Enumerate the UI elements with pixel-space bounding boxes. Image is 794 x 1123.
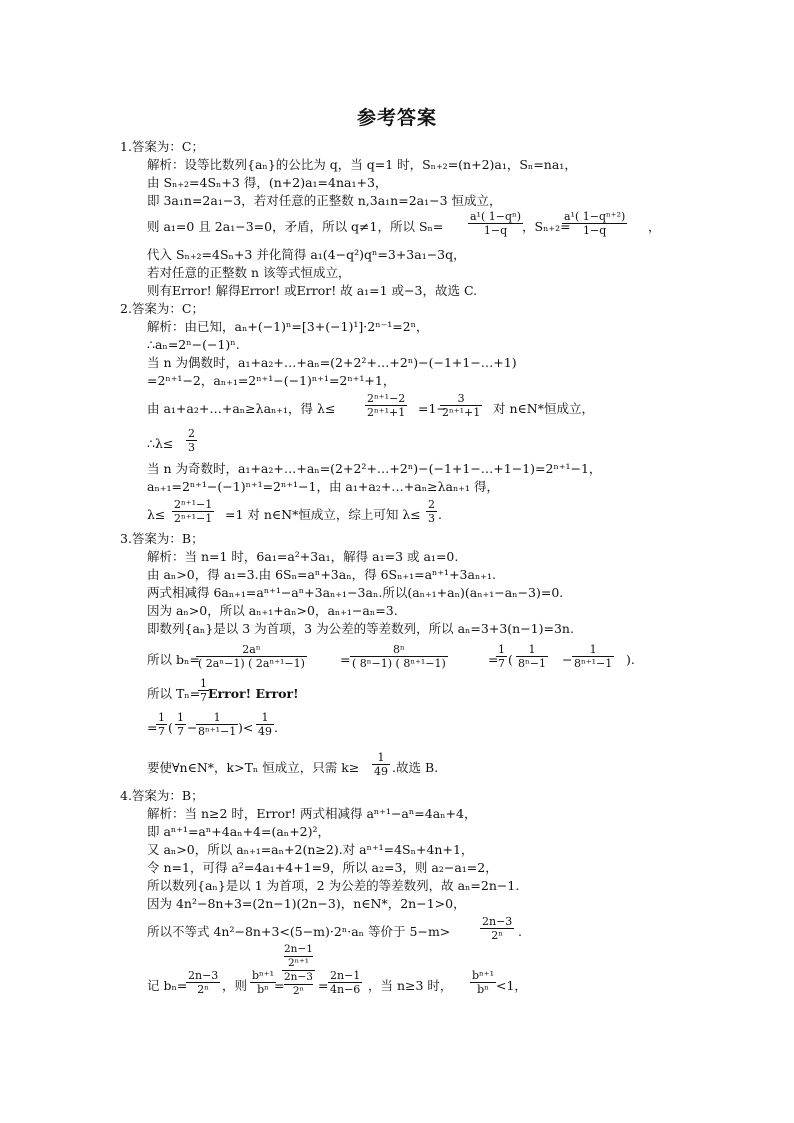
q3-frac-3: $\frac{1}{7}$ (498, 643, 505, 670)
q4-cf-top-num: 2n−1 (284, 943, 313, 955)
q1-answer: 1.答案为：C； (120, 139, 204, 154)
q4-line-8c: = (274, 978, 285, 993)
q2-line-1: 解析：由已知，aₙ+(−1)ⁿ=[3+(−1)¹]·2ⁿ⁻¹=2ⁿ， (147, 319, 429, 334)
q1-line-5: 代入 Sₙ₊₂=4Sₙ+3 并化简得 a₁(4−q²)qⁿ=3+3a₁−3q， (147, 247, 466, 262)
q4-answer: 4.答案为：B； (120, 788, 204, 803)
q2-frac-5: $\frac{2}{3}$ (428, 498, 435, 525)
q2-line-8: aₙ₊₁=2ⁿ⁺¹−(−1)ⁿ⁺¹=2ⁿ⁺¹−1，由 a₁+a₂+…+aₙ≥λaₙ₊₁ 得， (147, 479, 499, 494)
q2-frac-4: $\frac{\text{2ⁿ⁺¹−1}}{\text{2ⁿ⁺¹−1}}$ (174, 498, 213, 525)
q4-line-1: 解析：当 n≥2 时，Error! 两式相减得 aⁿ⁺¹−aⁿ=4aₙ+4， (147, 806, 477, 821)
q4-frac-1: $\frac{2n-3}{\text{2ⁿ}}$ (482, 915, 513, 942)
q4-frac-3: $\frac{\text{bⁿ⁺¹}}{\text{bⁿ}}$ (252, 969, 275, 996)
q4-line-5: 所以数列{aₙ}是以 1 为首项，2 为公差的等差数列，故 aₙ=2n−1. (147, 878, 520, 893)
q1-frac-sn2: $\frac{\text{a¹( 1−qⁿ⁺²)}}{1-q}$ (564, 210, 626, 237)
q2-answer: 2.答案为：C； (120, 301, 204, 316)
q3-line-2: 由 aₙ>0，得 a₁=3.由 6Sₙ=aⁿ+3aₙ，得 6Sₙ₊₁=aⁿ⁺¹+3aₙ₊₁. (147, 567, 496, 582)
q3-line-9b: .故选 B. (392, 760, 439, 775)
q3-line-4: 因为 aₙ>0，所以 aₙ₊₁+aₙ>0，aₙ₊₁−aₙ=3. (147, 603, 398, 618)
q3-line-7b: Error! Error! (208, 686, 299, 701)
q1-line-2: 由 Sₙ₊₂=4Sₙ+3 得，(n+2)a₁=4na₁+3， (147, 175, 388, 190)
q2-line-7: 当 n 为奇数时，a₁+a₂+…+aₙ=(2+2²+…+2ⁿ)−(−1+1−…+1−1)=2ⁿ⁺¹−1， (147, 461, 602, 476)
q2-line-5b: =1− (418, 401, 447, 416)
q3-line-6a: 所以 bₙ= (147, 652, 200, 667)
q1-line-6: 若对任意的正整数 n 该等式恒成立， (147, 265, 351, 280)
q1-line-7: 则有Error! 解得Error! 或Error! 故 a₁=1 或−3，故选 C. (147, 283, 478, 298)
q4-line-4: 令 n=1，可得 a²=4a₁+4+1=9，所以 a₂=3，则 a₂−a₁=2， (147, 860, 498, 875)
q3-line-6c: = (488, 652, 499, 667)
q2-line-4: =2ⁿ⁺¹−2，aₙ₊₁=2ⁿ⁺¹−(−1)ⁿ⁺¹=2ⁿ⁺¹+1， (147, 373, 396, 388)
q3-frac-8: $\frac{1}{7}$ (177, 711, 184, 738)
q4-line-8f: <1， (496, 978, 527, 993)
q3-frac-6: $\frac{1}{7}$ (200, 677, 207, 704)
q3-frac-4: $\frac{1}{\text{8ⁿ−1}}$ (518, 643, 546, 670)
q3-line-5: 即数列{aₙ}是以 3 为首项，3 为公差的等差数列，所以 aₙ=3+3(n−1)=3n. (147, 621, 574, 636)
q3-frac-10: $\frac{1}{49}$ (258, 711, 272, 738)
q4-line-6: 因为 4n²−8n+3=(2n−1)(2n−3)，n∈N*，2n−1>0， (147, 896, 466, 911)
q3-line-6e: − (562, 652, 573, 667)
q3-frac-5: $\frac{1}{\text{8ⁿ⁺¹−1}}$ (574, 643, 613, 670)
q3-line-8d: )< (238, 720, 254, 735)
q3-frac-1: $\frac{\text{2aⁿ}}{\text{( 2aⁿ−1) ( 2aⁿ⁺¹−1)}}$ (198, 643, 305, 670)
q4-cf-bot-den: 2ⁿ (292, 985, 305, 997)
q3-frac-2: $\frac{\text{8ⁿ}}{\text{( 8ⁿ−1) ( 8ⁿ⁺¹−1)}}$ (352, 643, 446, 670)
q2-line-3: 当 n 为偶数时，a₁+a₂+…+aₙ=(2+2²+…+2ⁿ)−(−1+1−…+1) (147, 355, 517, 370)
q1-line-3: 即 3a₁n=2a₁−3，若对任意的正整数 n,3a₁n=2a₁−3 恒成立， (147, 193, 502, 208)
q4-frac-5: $\frac{2n-1}{4n-6}$ (330, 969, 361, 996)
q4-cf-top-den: 2ⁿ⁺¹ (287, 957, 309, 969)
q4-cf-bot-num: 2n−3 (284, 971, 313, 983)
q3-frac-7: $\frac{1}{7}$ (158, 711, 165, 738)
q2-line-9c: . (438, 507, 442, 522)
q3-line-8b: ( (168, 720, 173, 735)
q3-line-8e: . (274, 720, 278, 735)
q4-compound-frac (282, 943, 315, 998)
q2-line-5c: 对 n∈N*恒成立， (493, 401, 594, 416)
q2-line-2: ∴aₙ=2ⁿ−(−1)ⁿ. (147, 337, 240, 352)
q4-frac-6: $\frac{\text{bⁿ⁺¹}}{\text{bⁿ}}$ (472, 969, 495, 996)
page-title: 参考答案 (356, 107, 437, 129)
q1-line-4b: ，Sₙ₊₂= (522, 219, 571, 234)
q2-line-9a: λ≤ (147, 507, 166, 522)
q2-line-5a: 由 a₁+a₂+…+aₙ≥λaₙ₊₁，得 λ≤ (147, 401, 336, 416)
q3-line-6b: = (340, 652, 351, 667)
q3-line-6d: ( (508, 652, 513, 667)
q3-answer: 3.答案为：B； (120, 531, 204, 546)
q4-line-8a: 记 bₙ= (147, 978, 188, 993)
q4-line-8e: ，当 n≥3 时， (368, 978, 453, 993)
q3-line-8a: = (147, 720, 158, 735)
q3-frac-11: $\frac{1}{49}$ (374, 751, 388, 778)
q4-line-8d: = (318, 978, 329, 993)
q4-frac-2: $\frac{2n-3}{\text{2ⁿ}}$ (188, 969, 219, 996)
q1-line-4a: 则 a₁=0 且 2a₁−3=0，矛盾，所以 q≠1，所以 Sₙ= (147, 219, 444, 234)
q3-frac-9: $\frac{1}{\text{8ⁿ⁺¹−1}}$ (198, 711, 237, 738)
q2-line-6: ∴λ≤ (147, 436, 174, 451)
q4-line-8b: ，则 (222, 978, 248, 993)
q1-line-1: 解析：设等比数列{aₙ}的公比为 q，当 q=1 时，Sₙ₊₂=(n+2)a₁，Sₙ=na₁， (147, 157, 577, 172)
q1-frac-sn: $\frac{\text{a¹( 1−qⁿ)}}{1-q}$ (470, 210, 522, 237)
q3-line-8c: − (187, 720, 198, 735)
q1-line-4c: ， (648, 219, 661, 234)
q3-line-3: 两式相减得 6aₙ₊₁=aⁿ⁺¹−aⁿ+3aₙ₊₁−3aₙ.所以(aₙ₊₁+aₙ)(aₙ₊₁−aₙ−3)=0. (147, 585, 564, 600)
q4-line-3: 又 aₙ>0，所以 aₙ₊₁=aₙ+2(n≥2).对 aⁿ⁺¹=4Sₙ+4n+1， (147, 842, 474, 857)
q3-line-7a: 所以 Tₙ= (147, 686, 201, 701)
q3-line-6f: ). (626, 652, 635, 667)
q2-frac-2: $\frac{3}{\text{2ⁿ⁺¹+1}}$ (442, 392, 481, 419)
q2-frac-1: $\frac{\text{2ⁿ⁺¹−2}}{\text{2ⁿ⁺¹+1}}$ (367, 392, 406, 419)
q3-line-1: 解析：当 n=1 时，6a₁=a²+3a₁，解得 a₁=3 或 a₁=0. (147, 549, 459, 564)
q4-line-7a: 所以不等式 4n²−8n+3<(5−m)·2ⁿ·aₙ 等价于 5−m> (147, 924, 451, 939)
q4-line-2: 即 aⁿ⁺¹=aⁿ+4aₙ+4=(aₙ+2)²， (147, 824, 331, 839)
q3-line-9a: 要使∀n∈N*，k>Tₙ 恒成立，只需 k≥ (147, 760, 360, 775)
q2-frac-3: $\frac{2}{3}$ (188, 427, 195, 454)
q4-line-7b: . (518, 924, 522, 939)
q2-line-9b: =1 对 n∈N*恒成立，综上可知 λ≤ (225, 507, 421, 522)
